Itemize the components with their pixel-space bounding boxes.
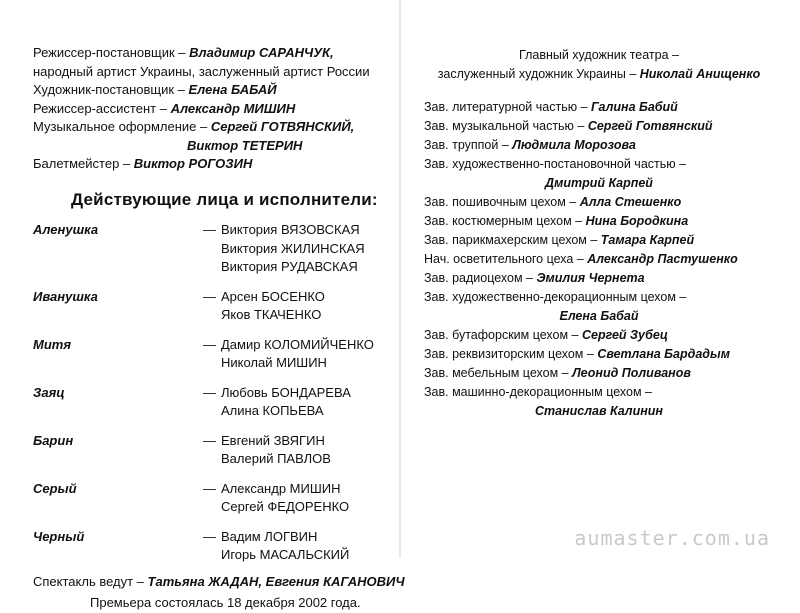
staff-name: Эмилия Чернета [536,271,645,285]
staff-line [424,269,774,288]
staff-line [424,345,774,364]
staff-title: Зав. музыкальной частью – [424,119,588,133]
actor-name: Арсен БОСЕНКО [221,288,325,304]
role-name: Аленушка [33,222,99,237]
cast-row [33,221,383,277]
chief-artist-line1: Главный художник театра – [519,48,679,62]
led-by-line [33,573,405,592]
actor-name: Александр МИШИН [221,480,341,496]
spacer [33,423,383,432]
staff-name: Леонид Поливанов [572,366,691,380]
actor-name: Любовь БОНДАРЕВА [221,384,351,400]
staff-name: Александр Пастушенко [587,252,738,266]
role-actors [221,288,325,325]
cast-list [33,221,383,565]
credit-line [33,155,383,174]
premiere-note: Премьера состоялась 18 декабря 2002 года. [90,595,361,610]
staff-title: Зав. бутафорским цехом – [424,328,582,342]
role-dash: — [203,528,216,544]
staff-name: Алла Стешенко [579,195,682,209]
actor-name: Яков ТКАЧЕНКО [221,307,322,322]
watermark: aumaster.com.ua [574,526,770,550]
spacer [33,519,383,528]
credit-title: Балетмейстер – [33,156,134,171]
credit-line [33,81,383,100]
actor-name: Дамир КОЛОМИЙЧЕНКО [221,336,374,352]
staff-line [424,364,774,383]
staff-title: Зав. радиоцехом – [424,271,537,285]
credit-line [33,118,383,137]
cast-row [33,528,383,565]
role-dash: — [203,480,216,496]
credit-line [33,63,383,82]
staff-line [424,326,774,345]
actor-name: Алина КОПЬЕВА [221,403,324,418]
staff-line [424,98,774,117]
credit-title: народный артист Украины, заслуженный артист России [33,63,370,79]
chief-artist-line2 [424,65,774,84]
role-dash: — [203,384,216,400]
actor-name: Вадим ЛОГВИН [221,528,318,544]
credit-name: Владимир САРАНЧУК, [189,45,334,60]
role-actors [221,221,365,277]
staff-name: Сергей Готвянский [587,119,713,133]
credit-line [33,137,383,156]
role-dash: — [203,222,216,237]
staff-title: Зав. пошивочным цехом – [424,195,580,209]
staff-title: Зав. труппой – [424,138,513,152]
spacer [33,279,383,288]
staff-name: Елена Бабай [559,309,639,323]
actor-name: Валерий ПАВЛОВ [221,451,331,466]
role-dash: — [203,288,216,304]
staff-name: Сергей Зубец [581,328,668,342]
role-name: Черный [33,528,85,544]
credit-title: Музыкальное оформление – [33,119,211,134]
actor-name: Виктория РУДАВСКАЯ [221,259,358,274]
chief-artist-title: заслуженный художник Украины – [437,67,640,81]
staff-list [424,98,774,421]
page-fold-divider [399,0,401,558]
spacer [33,375,383,384]
cast-heading: Действующие лица и исполнители: [71,189,378,209]
staff-title: Зав. литературной частью – [424,100,591,114]
staff-line [424,193,774,212]
credit-title: Режиссер-ассистент – [33,100,171,116]
credit-line [33,44,383,63]
role-actors [221,432,331,469]
staff-title: Нач. осветительного цеха – [424,252,588,266]
staff-name: Светлана Бардадым [597,347,730,361]
staff-title: Зав. реквизиторским цехом – [424,347,598,361]
role-actors [221,336,374,373]
staff-line [424,288,774,307]
staff-name: Людмила Морозова [512,138,636,152]
credit-name: Виктор ТЕТЕРИН [187,137,303,153]
cast-row [33,480,383,517]
role-name: Заяц [33,384,65,400]
credit-name: Александр МИШИН [170,100,296,116]
led-by-label: Спектакль ведут – [33,573,148,589]
credit-title: Художник-постановщик – [33,82,189,97]
cast-row [33,384,383,421]
credit-line [33,100,383,119]
role-actors [221,528,349,565]
staff-line [424,250,774,269]
role-name: Иванушка [33,288,98,304]
left-page [33,44,405,613]
staff-title: Зав. художественно-постановочной частью – [424,157,687,171]
staff-title: Зав. парикмахерским цехом – [424,233,601,247]
actor-name: Виктория ВЯЗОВСКАЯ [221,222,360,237]
staff-line [424,136,774,155]
staff-title: Зав. мебельным цехом – [424,366,573,380]
credit-name: Сергей ГОТВЯНСКИЙ, [210,119,355,134]
staff-title: Зав. костюмерным цехом – [424,214,586,228]
role-name: Барин [33,432,74,448]
staff-title: Зав. художественно-декорационным цехом – [424,290,687,304]
led-by-names: Татьяна ЖАДАН, Евгения КАГАНОВИЧ [147,573,405,589]
credit-name: Елена БАБАЙ [188,82,277,97]
credit-title: Режиссер-постановщик – [33,45,190,60]
staff-name: Тамара Карпей [600,233,695,247]
spacer [424,84,774,98]
role-actors [221,384,351,421]
role-actors [221,480,349,517]
staff-title: Зав. машинно-декорационным цехом – [424,385,653,399]
cast-row [33,336,383,373]
chief-artist-name: Николай Анищенко [639,67,761,81]
staff-name: Дмитрий Карпей [545,176,653,190]
staff-line [424,383,774,402]
staff-line [424,155,774,174]
staff-line [424,117,774,136]
right-page [424,46,774,421]
actor-name: Виктория ЖИЛИНСКАЯ [221,240,365,256]
cast-row [33,432,383,469]
staff-name: Станислав Калинин [535,404,663,418]
staff-name: Галина Бабий [591,100,678,114]
cast-row [33,288,383,325]
actor-name: Сергей ФЕДОРЕНКО [221,499,350,514]
actor-name: Игорь МАСАЛЬСКИЙ [221,547,350,562]
spacer [33,327,383,336]
actor-name: Евгений ЗВЯГИН [221,432,325,448]
role-dash: — [203,432,216,448]
role-dash: — [203,336,216,352]
role-name: Серый [33,480,77,496]
staff-line [424,231,774,250]
actor-name: Николай МИШИН [221,355,327,370]
staff-line [424,212,774,231]
credit-name: Виктор РОГОЗИН [133,156,253,171]
spacer [33,471,383,480]
staff-name: Нина Бородкина [585,214,689,228]
production-credits [33,44,383,174]
role-name: Митя [33,336,71,352]
